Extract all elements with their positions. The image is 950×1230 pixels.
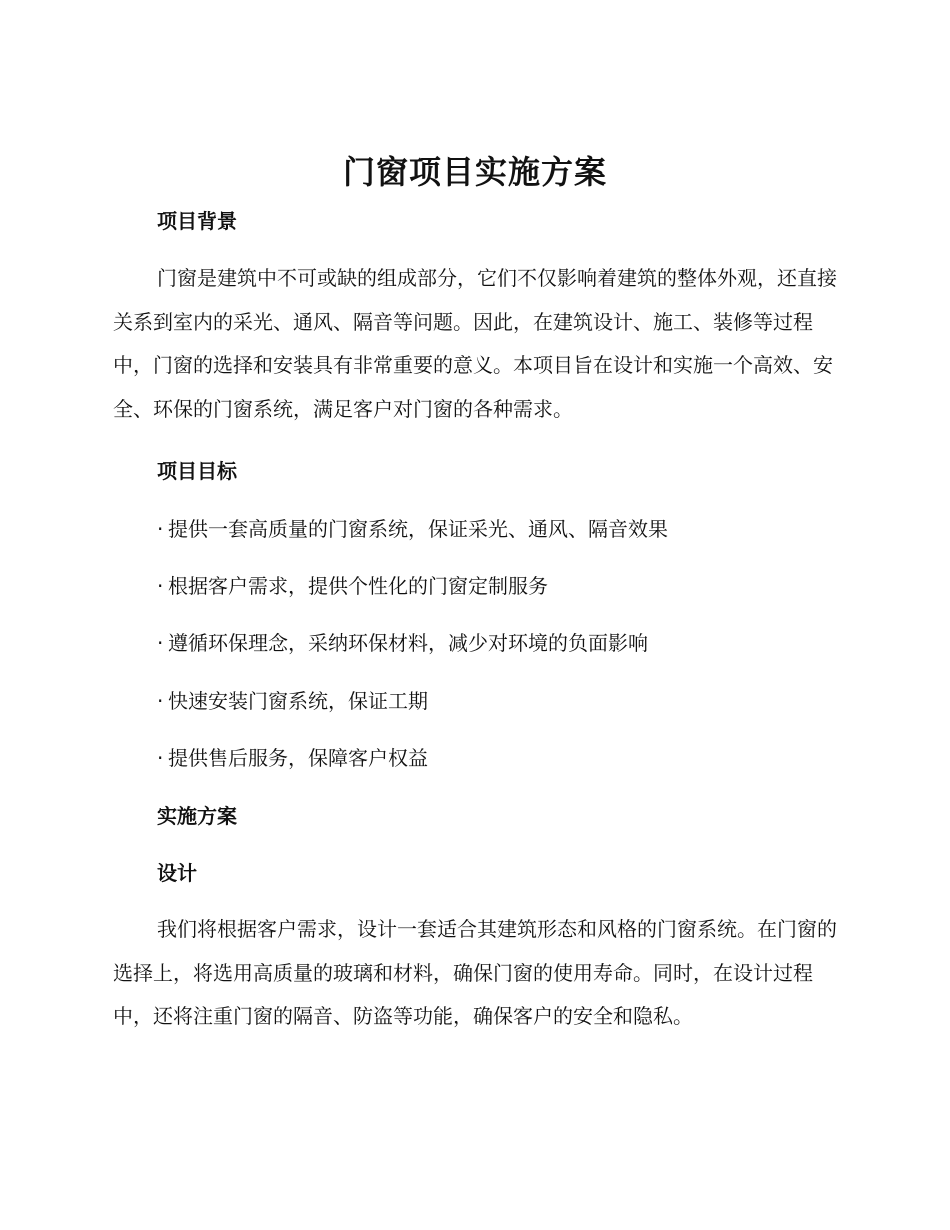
goal-item-text: 提供售后服务，保障客户权益 <box>168 746 428 770</box>
bullet-marker: · <box>157 746 164 770</box>
goal-list-item <box>157 572 548 600</box>
bullet-marker: · <box>157 574 164 598</box>
goal-item-text: 提供一套高质量的门窗系统，保证采光、通风、隔音效果 <box>168 517 668 541</box>
design-paragraph: 我们将根据客户需求，设计一套适合其建筑形态和风格的门窗系统。在门窗的选择上，将选用高质量的玻璃和材料，确保门窗的使用寿命。同时，在设计过程中，还将注重门窗的隔音、防盗等功能，确保客户的安全和隐私。 <box>113 917 837 1028</box>
bullet-marker: · <box>157 631 164 655</box>
bullet-marker: · <box>157 517 164 541</box>
goal-item-text: 快速安装门窗系统，保证工期 <box>168 689 428 713</box>
section-heading-goals: 项目目标 <box>157 459 237 483</box>
document-title: 门窗项目实施方案 <box>342 153 607 191</box>
goal-item-text: 遵循环保理念，采纳环保材料，减少对环境的负面影响 <box>168 631 648 655</box>
goal-list-item <box>157 515 668 543</box>
goal-list-item <box>157 687 428 715</box>
goal-list-item <box>157 629 648 657</box>
section-heading-background: 项目背景 <box>157 209 237 233</box>
goal-list-item <box>157 744 428 772</box>
section-heading-plan: 实施方案 <box>157 804 237 828</box>
background-paragraph: 门窗是建筑中不可或缺的组成部分，它们不仅影响着建筑的整体外观，还直接关系到室内的采光、通风、隔音等问题。因此，在建筑设计、施工、装修等过程中，门窗的选择和安装具有非常重要的意义。本项目旨在设计和实施一个高效、安全、环保的门窗系统，满足客户对门窗的各种需求。 <box>113 266 837 421</box>
goal-item-text: 根据客户需求，提供个性化的门窗定制服务 <box>168 574 548 598</box>
bullet-marker: · <box>157 689 164 713</box>
subsection-heading-design: 设计 <box>157 861 197 885</box>
